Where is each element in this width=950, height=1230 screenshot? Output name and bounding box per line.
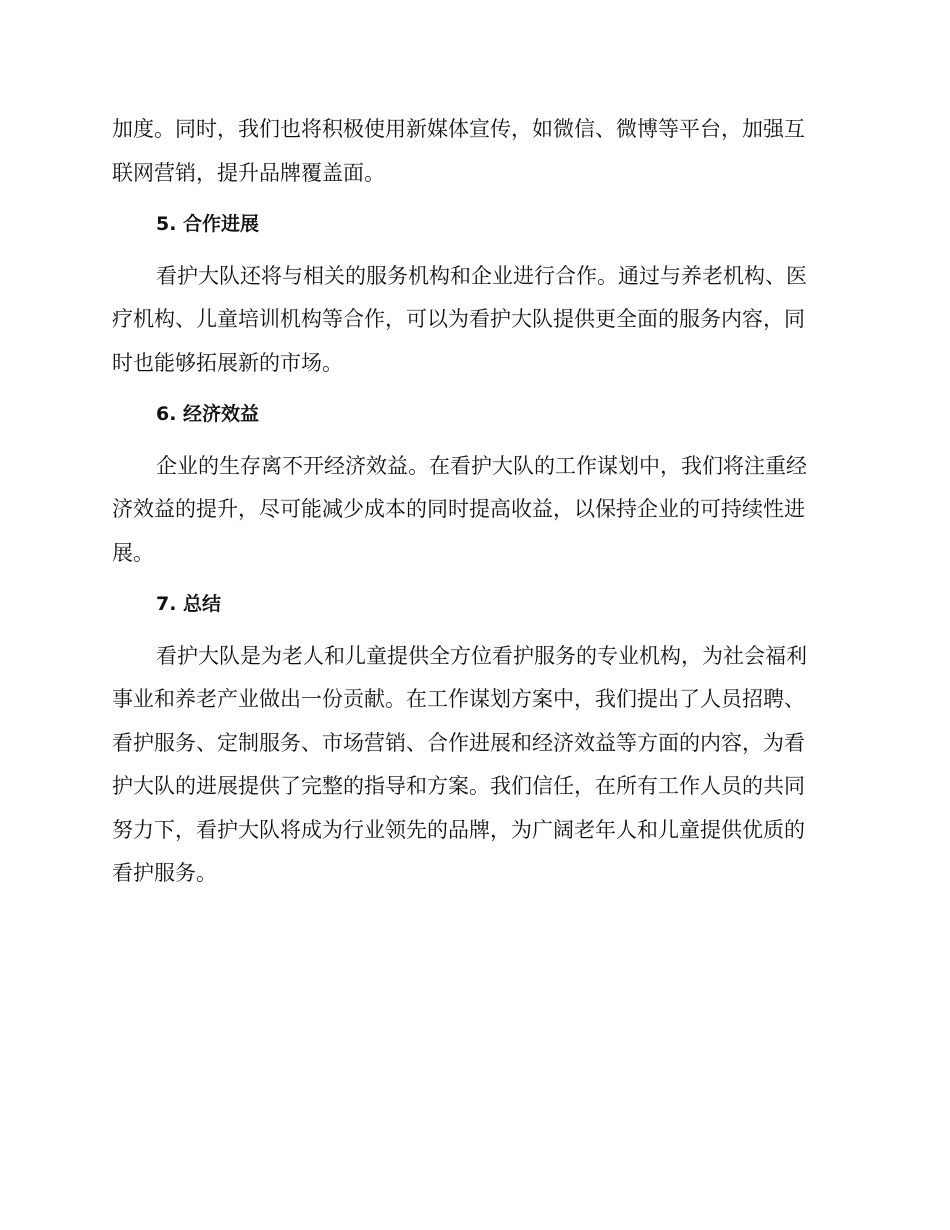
paragraph-line: 看护大队还将与相关的服务机构和企业进行合作。通过与养老机构、医: [156, 263, 807, 288]
paragraph-line: 联网营销，提升品牌覆盖面。: [112, 160, 385, 185]
paragraph-line: 加度。同时，我们也将积极使用新媒体宣传，如微信、微博等平台，加强互: [112, 117, 805, 141]
paragraph-line: 疗机构、儿童培训机构等合作，可以为看护大队提供更全面的服务内容，同: [112, 307, 805, 331]
paragraph-line: 展。: [112, 540, 154, 565]
paragraph-line: 事业和养老产业做出一份贡献。在工作谋划方案中，我们提出了人员招聘、: [112, 687, 805, 711]
section-paragraph-cooperation: [112, 255, 832, 386]
section-heading-economic-benefit: 6. 经济效益: [156, 403, 260, 425]
paragraph-line: 看护服务。: [112, 861, 217, 885]
section-paragraph-summary: [112, 635, 832, 896]
paragraph-line: 企业的生存离不开经济效益。在看护大队的工作谋划中，我们将注重经: [156, 453, 807, 478]
paragraph-line: 看护服务、定制服务、市场营销、合作进展和经济效益等方面的内容，为看: [112, 730, 805, 755]
paragraph-line: 时也能够拓展新的市场。: [112, 350, 343, 375]
document-page: [112, 108, 832, 896]
paragraph-line: 努力下，看护大队将成为行业领先的品牌，为广阔老年人和儿童提供优质的: [112, 817, 805, 842]
paragraph-line: 看护大队是为老人和儿童提供全方位看护服务的专业机构，为社会福利: [156, 643, 807, 668]
paragraph-line: 护大队的进展提供了完整的指导和方案。我们信任，在所有工作人员的共同: [112, 774, 805, 798]
section-heading-cooperation: 5. 合作进展: [156, 213, 260, 235]
paragraph-line: 济效益的提升，尽可能减少成本的同时提高收益，以保持企业的可持续性进: [112, 497, 805, 521]
section-heading-summary: 7. 总结: [156, 593, 222, 615]
section-paragraph-economic-benefit: [112, 445, 832, 576]
intro-paragraph: [112, 108, 832, 195]
